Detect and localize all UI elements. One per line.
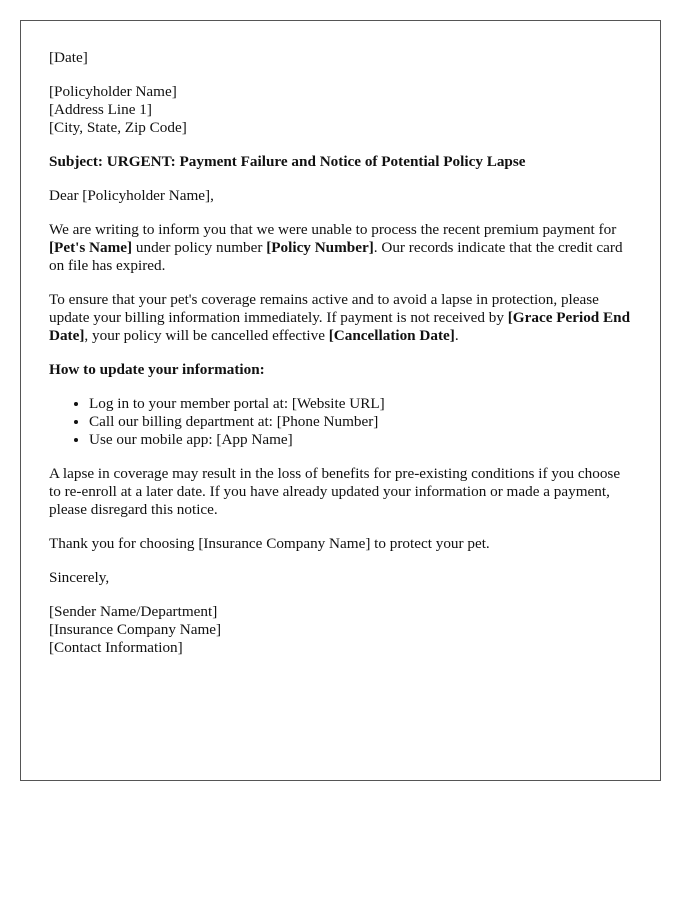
para1-text-3: . Our records indicate that the credit card on file has expired. [49,239,623,274]
para1-text-2: under policy number [132,239,267,256]
recipient-name: [Policyholder Name] [49,83,177,100]
letter-page [20,20,661,781]
para2-text-1: To ensure that your pet's coverage remains active and to avoid a lapse in protection, please update your billing information immediately. If payment is not received by [49,291,599,326]
paragraph-lapse-consequences: A lapse in coverage may result in the loss of benefits for pre-existing conditions if you choose to re-enroll at a later date. If you have already updated your information or made a payment, please disregard this notice. [49,465,621,518]
policy-number-placeholder: [Policy Number] [266,239,374,256]
paragraph-payment-failure [49,221,632,275]
howto-list [49,395,632,449]
signature-block [49,603,632,657]
recipient-address-line1: [Address Line 1] [49,101,152,118]
list-item: • Call our billing department at: [Phone Number] [89,413,632,431]
subject-text: URGENT: Payment Failure and Notice of Potential Policy Lapse [106,153,526,170]
paragraph-coverage-warning [49,291,632,345]
subject-label: Subject: [49,153,103,170]
howto-heading [49,361,632,379]
letter-date: [Date] [49,49,88,66]
closing: Sincerely, [49,569,110,586]
recipient-city-state-zip: [City, State, Zip Code] [49,119,187,136]
greeting: Dear [Policyholder Name], [49,187,214,204]
subject-line [49,153,632,171]
list-item: • Log in to your member portal at: [Website URL] [89,395,632,413]
howto-heading-text: How to update your information: [49,361,265,378]
signature-sender: [Sender Name/Department] [49,603,218,620]
signature-company: [Insurance Company Name] [49,621,222,638]
recipient-address-block [49,83,632,137]
para1-text-1: We are writing to inform you that we were unable to process the recent premium payment for [49,221,617,238]
paragraph-thank-you: Thank you for choosing [Insurance Company Name] to protect your pet. [49,535,490,552]
para2-text-3: . [454,327,459,344]
list-item: • Use our mobile app: [App Name] [89,431,632,449]
grace-period-placeholder: [Grace Period End Date] [49,309,631,344]
cancellation-date-placeholder: [Cancellation Date] [328,327,455,344]
signature-contact: [Contact Information] [49,639,183,656]
para2-text-2: , your policy will be cancelled effective [84,327,329,344]
pet-name-placeholder: [Pet's Name] [49,239,133,256]
